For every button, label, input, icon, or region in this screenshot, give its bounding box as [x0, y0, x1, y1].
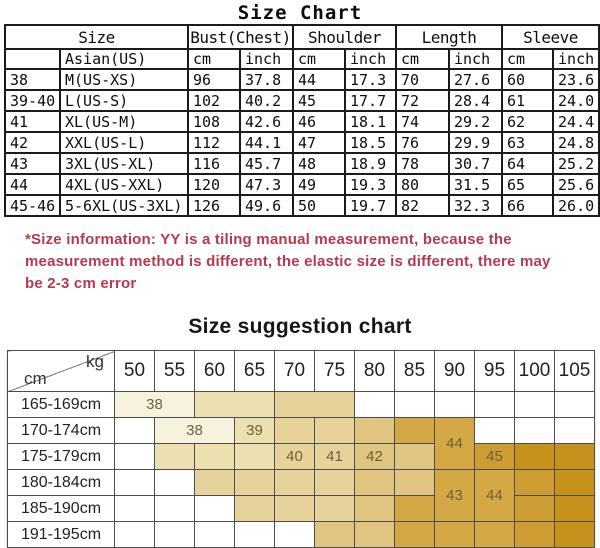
sugg-header-row [8, 351, 595, 392]
size-region-cell [395, 392, 435, 418]
size-table-cell: XL(US-M) [60, 111, 188, 132]
size-region-cell [515, 496, 555, 522]
size-table-row [5, 90, 599, 111]
size-region-label-cell: 41 [315, 444, 355, 470]
size-region-cell [475, 522, 515, 548]
size-table-cell: 82 [396, 195, 449, 216]
size-table-cell: 61 [502, 90, 553, 111]
size-table-cell: 28.4 [449, 90, 502, 111]
kg-column-header: 80 [355, 351, 395, 392]
size-region-cell [395, 522, 435, 548]
size-region-cell [555, 496, 595, 522]
size-table-cell: 31.5 [449, 174, 502, 195]
sugg-table-row [8, 444, 595, 470]
size-region-cell [315, 470, 355, 496]
size-region-cell [315, 496, 355, 522]
size-region-label-cell: 40 [275, 444, 315, 470]
size-table-cell: 44 [293, 69, 345, 90]
size-table-cell: 3XL(US-XL) [60, 153, 188, 174]
size-chart-table [4, 24, 600, 217]
size-table-row [5, 69, 599, 90]
size-region-cell [555, 418, 595, 444]
size-region-label-cell: 38 [115, 392, 195, 418]
size-table-cell: 47 [293, 132, 345, 153]
size-table-cell: 29.2 [449, 111, 502, 132]
size-chart-body [5, 69, 599, 216]
size-table-cell: 49 [293, 174, 345, 195]
size-region-cell [155, 444, 195, 470]
size-table-cell: 29.9 [449, 132, 502, 153]
size-table-cell: 24.0 [553, 90, 599, 111]
size-region-cell [235, 522, 275, 548]
kg-column-header: 50 [115, 351, 155, 392]
size-region-cell [235, 470, 275, 496]
size-region-cell [155, 496, 195, 522]
size-table-cell: 18.9 [345, 153, 396, 174]
size-region-cell [155, 522, 195, 548]
height-row-header: 165-169cm [8, 392, 115, 418]
size-table-cell: 24.8 [553, 132, 599, 153]
size-region-cell [355, 470, 395, 496]
kg-column-header: 105 [555, 351, 595, 392]
column-subheader: inch [345, 49, 396, 69]
size-table-cell: 44.1 [240, 132, 293, 153]
size-table-row [5, 153, 599, 174]
size-region-cell [395, 444, 435, 470]
sugg-table-row [8, 392, 595, 418]
size-table-cell: L(US-S) [60, 90, 188, 111]
column-subheader: cm [396, 49, 449, 69]
kg-axis-label: kg [86, 352, 104, 371]
size-table-row [5, 174, 599, 195]
size-table-cell: 18.1 [345, 111, 396, 132]
size-region-cell [315, 418, 355, 444]
column-group-header: Length [396, 25, 502, 49]
size-region-cell [515, 522, 555, 548]
size-region-cell [395, 496, 435, 522]
column-subheader: inch [553, 49, 599, 69]
kg-column-header: 75 [315, 351, 355, 392]
column-group-header: Sleeve [502, 25, 599, 49]
size-table-row [5, 111, 599, 132]
size-table-cell: 32.3 [449, 195, 502, 216]
size-region-cell [275, 522, 315, 548]
size-table-cell: 39-40 [5, 90, 60, 111]
size-table-cell: 96 [188, 69, 240, 90]
kg-column-header: 90 [435, 351, 475, 392]
size-region-cell [275, 418, 315, 444]
kg-column-header: 85 [395, 351, 435, 392]
height-row-header: 185-190cm [8, 496, 115, 522]
size-table-cell: M(US-XS) [60, 69, 188, 90]
size-region-label-cell: 39 [235, 418, 275, 444]
size-table-cell: 19.3 [345, 174, 396, 195]
size-region-cell [315, 522, 355, 548]
size-table-cell: 38 [5, 69, 60, 90]
size-region-cell [355, 392, 395, 418]
size-region-cell [195, 444, 235, 470]
size-table-cell: 76 [396, 132, 449, 153]
size-region-label-cell: 44 [475, 470, 515, 522]
size-region-cell [555, 470, 595, 496]
size-table-cell: 44 [5, 174, 60, 195]
size-region-cell [555, 444, 595, 470]
size-table-cell: 108 [188, 111, 240, 132]
size-region-cell [515, 418, 555, 444]
size-table-cell: 65 [502, 174, 553, 195]
size-table-cell: 66 [502, 195, 553, 216]
size-region-cell [395, 418, 435, 444]
size-table-cell: 40.2 [240, 90, 293, 111]
kg-cm-corner-cell [8, 351, 115, 392]
size-region-cell [515, 470, 555, 496]
size-table-cell: 17.3 [345, 69, 396, 90]
size-region-cell [195, 522, 235, 548]
size-table-cell: 37.8 [240, 69, 293, 90]
size-table-cell: 5-6XL(US-3XL) [60, 195, 188, 216]
height-row-header: 180-184cm [8, 470, 115, 496]
size-table-cell: 26.0 [553, 195, 599, 216]
size-region-cell [355, 418, 395, 444]
sugg-table-row [8, 418, 595, 444]
size-region-cell [395, 470, 435, 496]
size-region-label-cell: 44 [435, 418, 475, 470]
size-table-cell: 43 [5, 153, 60, 174]
column-group-header: Bust(Chest) [188, 25, 293, 49]
size-region-cell [475, 392, 515, 418]
size-region-label-cell: 45 [475, 444, 515, 470]
size-region-cell [235, 444, 275, 470]
column-subheader [5, 49, 60, 69]
size-table-cell: 64 [502, 153, 553, 174]
size-table-cell: 112 [188, 132, 240, 153]
size-table-cell: 24.4 [553, 111, 599, 132]
kg-column-header: 60 [195, 351, 235, 392]
size-chart-title: Size Chart [237, 2, 363, 24]
size-region-cell [115, 470, 155, 496]
size-region-cell [515, 392, 555, 418]
kg-column-header: 100 [515, 351, 555, 392]
size-table-cell: 46 [293, 111, 345, 132]
size-region-cell [115, 418, 155, 444]
column-subheader: cm [502, 49, 553, 69]
size-table-cell: 19.7 [345, 195, 396, 216]
height-row-header: 170-174cm [8, 418, 115, 444]
column-subheader: cm [293, 49, 345, 69]
kg-column-header: 65 [235, 351, 275, 392]
size-region-cell [235, 496, 275, 522]
size-table-cell: 102 [188, 90, 240, 111]
size-table-cell: 42.6 [240, 111, 293, 132]
height-row-header: 191-195cm [8, 522, 115, 548]
size-region-cell [435, 392, 475, 418]
size-table-cell: 60 [502, 69, 553, 90]
size-table-row [5, 195, 599, 216]
size-table-cell: 48 [293, 153, 345, 174]
size-table-row [5, 132, 599, 153]
size-region-cell [475, 418, 515, 444]
size-region-cell [355, 522, 395, 548]
size-table-cell: 62 [502, 111, 553, 132]
size-table-cell: 47.3 [240, 174, 293, 195]
sugg-table-row [8, 470, 595, 496]
size-region-cell [115, 444, 155, 470]
size-table-cell: 45.7 [240, 153, 293, 174]
size-region-label-cell: 42 [355, 444, 395, 470]
column-subheader: inch [449, 49, 502, 69]
size-table-cell: 45-46 [5, 195, 60, 216]
size-table-cell: 49.6 [240, 195, 293, 216]
size-region-cell [155, 470, 195, 496]
size-suggestion-title: Size suggestion chart [188, 315, 412, 338]
kg-column-header: 70 [275, 351, 315, 392]
size-table-cell: 17.7 [345, 90, 396, 111]
size-table-cell: 63 [502, 132, 553, 153]
size-region-cell [555, 392, 595, 418]
size-table-cell: 50 [293, 195, 345, 216]
size-region-cell [435, 522, 475, 548]
height-row-header: 175-179cm [8, 444, 115, 470]
size-region-cell [195, 470, 235, 496]
size-region-cell [275, 392, 355, 418]
size-region-cell [515, 444, 555, 470]
size-region-cell [275, 470, 315, 496]
size-suggestion-table [7, 350, 595, 548]
kg-column-header: 55 [155, 351, 195, 392]
size-table-cell: 4XL(US-XXL) [60, 174, 188, 195]
size-region-cell [195, 496, 235, 522]
size-table-cell: 18.5 [345, 132, 396, 153]
size-region-label-cell: 38 [155, 418, 235, 444]
size-subheader-row [5, 49, 599, 69]
size-table-cell: 25.2 [553, 153, 599, 174]
size-table-cell: 80 [396, 174, 449, 195]
sugg-table-row [8, 522, 595, 548]
size-region-cell [355, 496, 395, 522]
size-table-cell: 126 [188, 195, 240, 216]
column-subheader: Asian(US) [60, 49, 188, 69]
size-table-cell: 27.6 [449, 69, 502, 90]
column-group-header: Size [5, 25, 188, 49]
column-subheader: inch [240, 49, 293, 69]
size-region-cell [115, 496, 155, 522]
kg-column-header: 95 [475, 351, 515, 392]
size-table-cell: 25.6 [553, 174, 599, 195]
size-table-cell: 116 [188, 153, 240, 174]
size-table-cell: 78 [396, 153, 449, 174]
size-region-label-cell: 43 [435, 470, 475, 522]
sugg-body [8, 392, 595, 548]
size-table-cell: 41 [5, 111, 60, 132]
size-table-cell: 42 [5, 132, 60, 153]
size-header-group-row [5, 25, 599, 49]
size-region-cell [555, 522, 595, 548]
column-subheader: cm [188, 49, 240, 69]
size-region-cell [115, 522, 155, 548]
column-group-header: Shoulder [293, 25, 396, 49]
size-table-cell: 120 [188, 174, 240, 195]
size-table-cell: 23.6 [553, 69, 599, 90]
size-table-cell: 74 [396, 111, 449, 132]
size-region-cell [195, 392, 275, 418]
size-table-cell: 45 [293, 90, 345, 111]
size-table-cell: 72 [396, 90, 449, 111]
size-region-cell [275, 496, 315, 522]
size-table-cell: XXL(US-L) [60, 132, 188, 153]
cm-axis-label: cm [24, 369, 47, 388]
size-chart-head [5, 25, 599, 69]
size-information-note: *Size information: YY is a tiling manual measurement, because the measurement method is different, the elastic size is different, there may be 2-3 cm error [25, 231, 551, 292]
size-table-cell: 30.7 [449, 153, 502, 174]
size-table-cell: 70 [396, 69, 449, 90]
